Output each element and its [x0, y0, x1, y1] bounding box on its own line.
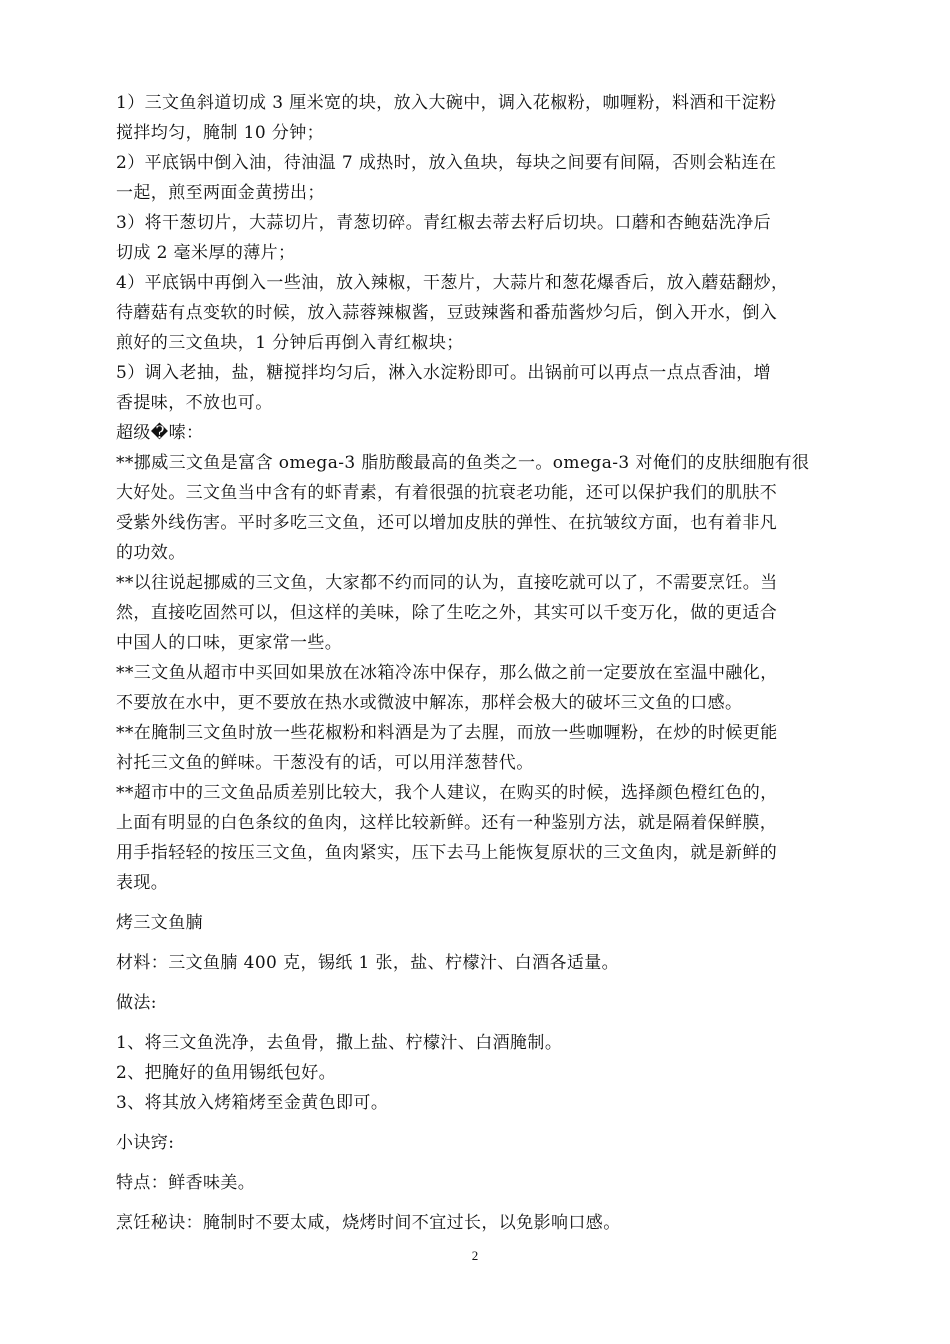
step-paragraph-1 — [116, 88, 838, 148]
text-line: 切成 2 毫米厚的薄片； — [116, 243, 296, 263]
text-line: 表现。 — [116, 873, 169, 893]
recipe-title: 烤三文鱼腩 — [116, 913, 203, 933]
note-paragraph-4 — [116, 718, 838, 778]
method-step: 3、将其放入烤箱烤至金黄色即可。 — [116, 1093, 389, 1113]
note-paragraph-2 — [116, 568, 838, 658]
text-line: 2）平底锅中倒入油，待油温 7 成热时，放入鱼块，每块之间要有间隔，否则会粘连在 — [116, 153, 777, 173]
text-line: 4）平底锅中再倒入一些油，放入辣椒，干葱片，大蒜片和葱花爆香后，放入蘑菇翻炒， — [116, 273, 789, 293]
text-line: **在腌制三文鱼时放一些花椒粉和料酒是为了去腥，而放一些咖喱粉，在炒的时候更能 — [116, 723, 778, 743]
note-paragraph-3 — [116, 658, 838, 718]
cooking-secret-text: 烹饪秘诀：腌制时不要太咸，烧烤时间不宜过长，以免影响口感。 — [116, 1213, 621, 1233]
notes-heading — [116, 418, 838, 448]
text-line: 上面有明显的白色条纹的鱼肉，这样比较新鲜。还有一种鉴别方法，就是隔着保鲜膜， — [116, 813, 778, 833]
text-line: 待蘑菇有点变软的时候，放入蒜蓉辣椒酱，豆豉辣酱和番茄酱炒匀后，倒入开水，倒入 — [116, 303, 778, 323]
text-line: 煎好的三文鱼块，1 分钟后再倒入青红椒块； — [116, 333, 464, 353]
text-line: 不要放在水中，更不要放在热水或微波中解冻，那样会极大的破坏三文鱼的口感。 — [116, 693, 743, 713]
text-line: 超级�嗦： — [116, 423, 204, 443]
note-paragraph-1 — [116, 448, 838, 568]
method-steps — [116, 1028, 838, 1118]
text-line: 香提味，不放也可。 — [116, 393, 273, 413]
step-paragraph-2 — [116, 148, 838, 208]
text-line: 用手指轻轻的按压三文鱼，鱼肉紧实，压下去马上能恢复原状的三文鱼肉，就是新鲜的 — [116, 843, 778, 863]
text-line: 受紫外线伤害。平时多吃三文鱼，还可以增加皮肤的弹性、在抗皱纹方面，也有着非凡 — [116, 513, 778, 533]
text-line: 搅拌均匀，腌制 10 分钟； — [116, 123, 325, 143]
text-line: 大好处。三文鱼当中含有的虾青素，有着很强的抗衰老功能，还可以保护我们的肌肤不 — [116, 483, 778, 503]
text-line: **挪威三文鱼是富含 omega-3 脂肪酸最高的鱼类之一。omega-3 对俺们的皮肤细胞有很 — [116, 453, 810, 473]
method-step: 2、把腌好的鱼用锡纸包好。 — [116, 1063, 337, 1083]
text-line: 衬托三文鱼的鲜味。干葱没有的话，可以用洋葱替代。 — [116, 753, 534, 773]
text-line: 1）三文鱼斜道切成 3 厘米宽的块，放入大碗中，调入花椒粉，咖喱粉，料酒和干淀粉 — [116, 93, 777, 113]
method-label: 做法: — [116, 993, 157, 1013]
text-line: 的功效。 — [116, 543, 186, 563]
text-line: 3）将干葱切片，大蒜切片，青葱切碎。青红椒去蒂去籽后切块。口蘑和杏鲍菇洗净后 — [116, 213, 772, 233]
text-line: **三文鱼从超市中买回如果放在冰箱冷冻中保存，那么做之前一定要放在室温中融化， — [116, 663, 778, 683]
method-step: 1、将三文鱼洗净，去鱼骨，撒上盐、柠檬汁、白酒腌制。 — [116, 1033, 563, 1053]
feature-text: 特点：鲜香味美。 — [116, 1173, 256, 1193]
tips-label: 小诀窍: — [116, 1133, 175, 1153]
note-paragraph-5 — [116, 778, 838, 898]
step-paragraph-4 — [116, 268, 838, 358]
recipe-materials: 材料：三文鱼腩 400 克，锡纸 1 张，盐、柠檬汁、白酒各适量。 — [116, 953, 620, 973]
text-line: 5）调入老抽，盐，糖搅拌均匀后，淋入水淀粉即可。出锅前可以再点一点点香油，增 — [116, 363, 772, 383]
text-line: **以往说起挪威的三文鱼，大家都不约而同的认为，直接吃就可以了，不需要烹饪。当 — [116, 573, 778, 593]
text-line: **超市中的三文鱼品质差别比较大，我个人建议，在购买的时候，选择颜色橙红色的， — [116, 783, 778, 803]
text-line: 一起，煎至两面金黄捞出； — [116, 183, 325, 203]
document-body — [116, 88, 838, 1238]
text-line: 中国人的口味，更家常一些。 — [116, 633, 343, 653]
step-paragraph-5 — [116, 358, 838, 418]
text-line: 然，直接吃固然可以，但这样的美味，除了生吃之外，其实可以千变万化，做的更适合 — [116, 603, 778, 623]
page-number: 2 — [471, 1248, 479, 1263]
step-paragraph-3 — [116, 208, 838, 268]
